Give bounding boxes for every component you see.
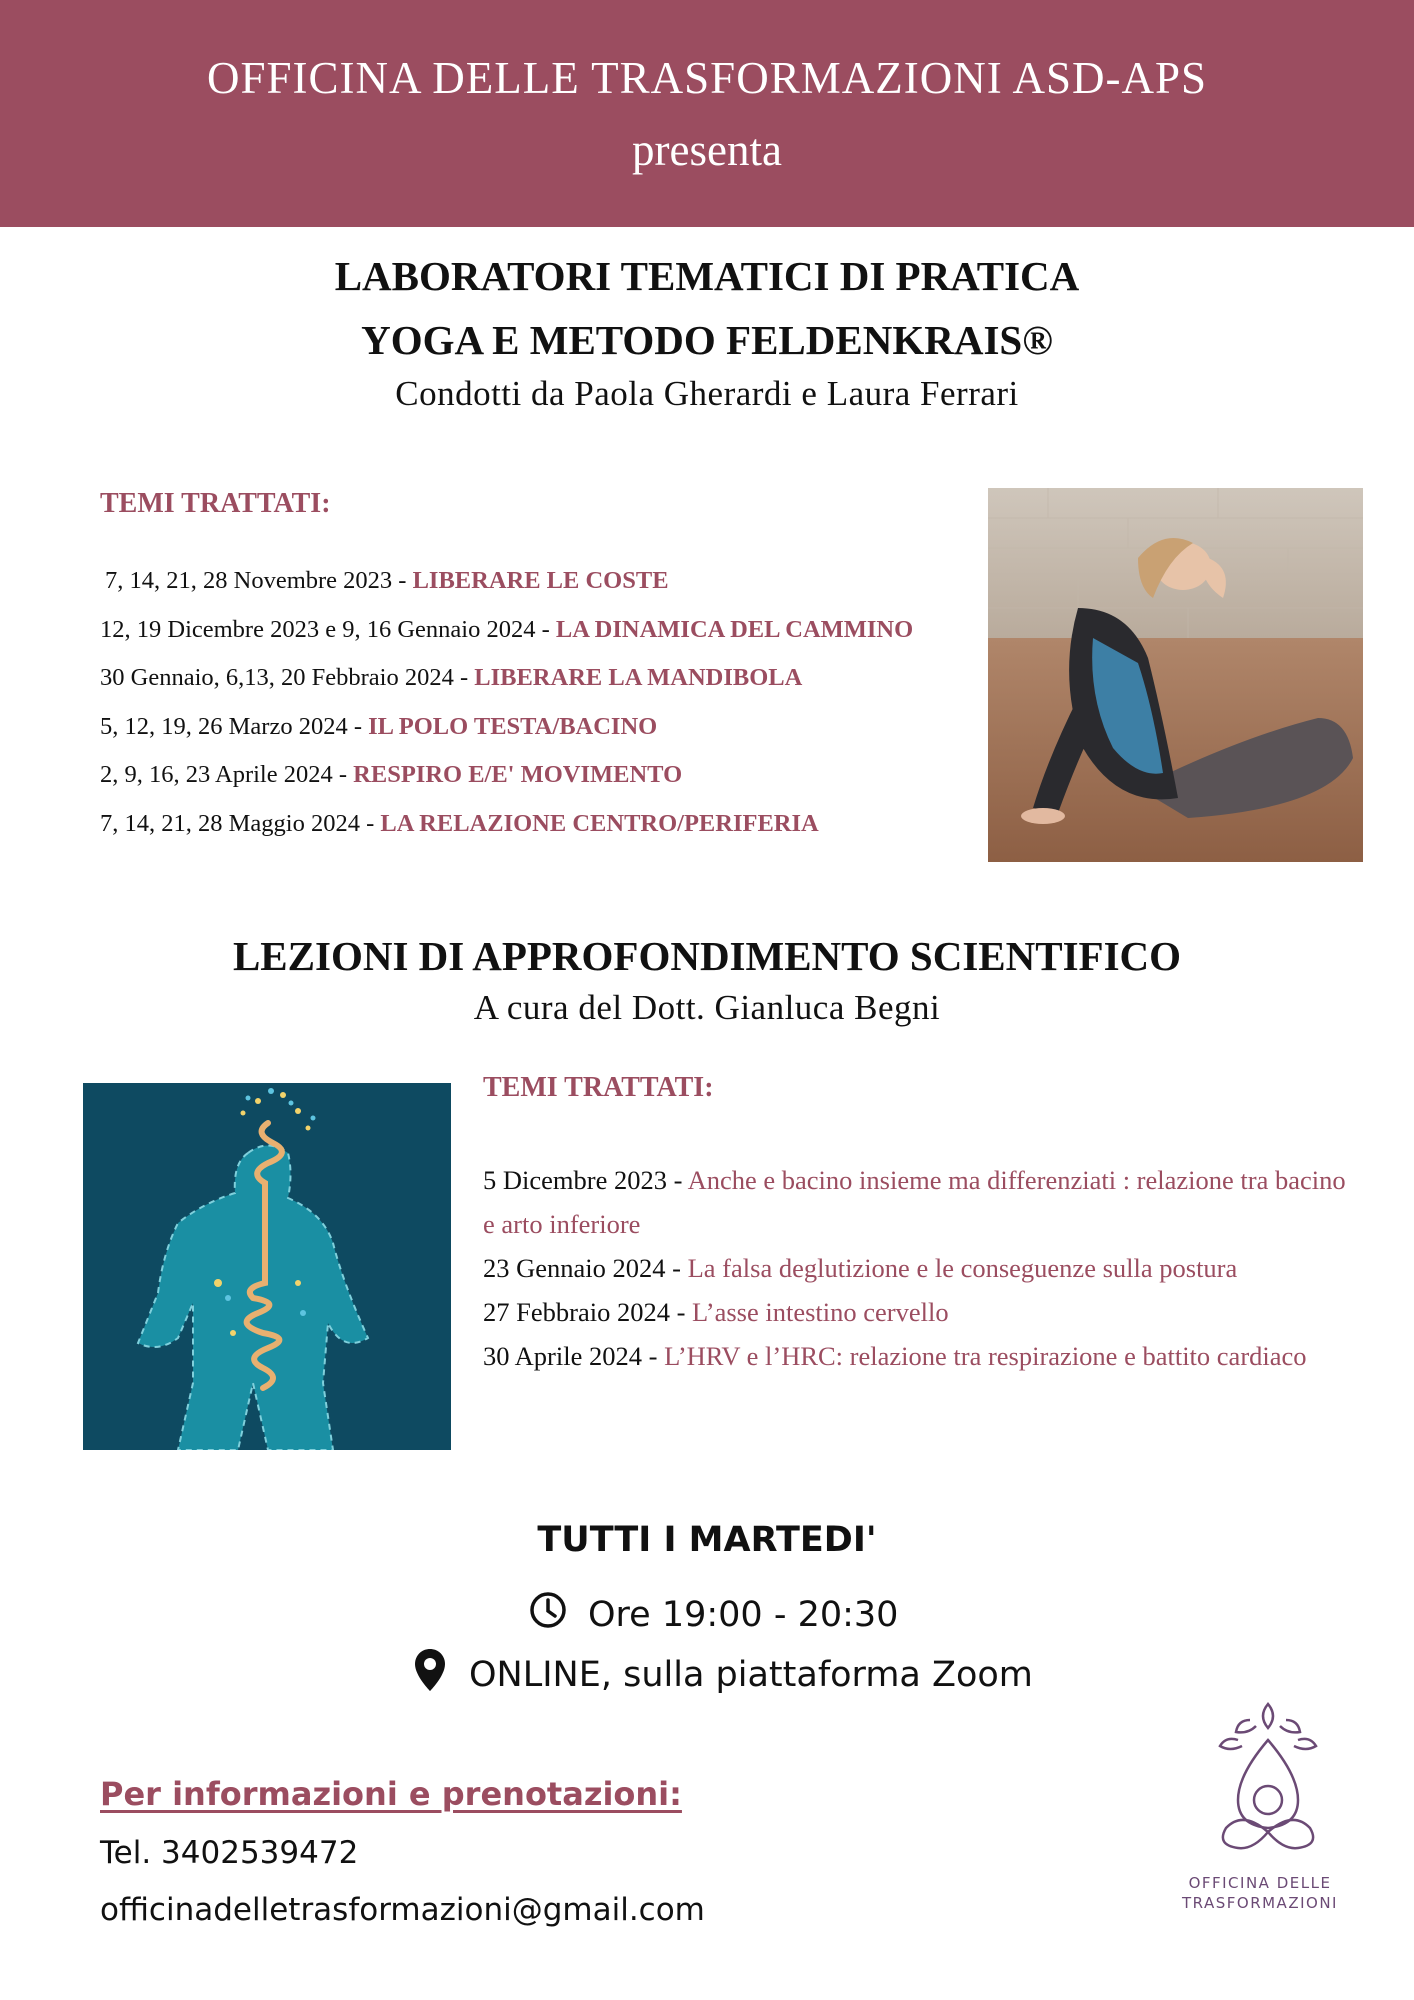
schedule-row (100, 616, 980, 665)
section2-title: LEZIONI DI APPROFONDIMENTO SCIENTIFICO (232, 933, 1182, 979)
lesson-date: 23 Gennaio 2024 - (483, 1253, 688, 1283)
schedule-topic: IL POLO TESTA/BACINO (368, 712, 658, 740)
section1-title-line1: LABORATORI TEMATICI DI PRATICA (334, 253, 1080, 299)
lesson-item (483, 1158, 1363, 1246)
every-tuesday-label: TUTTI I MARTEDI' (537, 1520, 877, 1560)
section1-subtitle: Condotti da Paola Gherardi e Laura Ferrari (395, 374, 1019, 413)
workshop-schedule (100, 567, 980, 858)
section2-topics-label: TEMI TRATTATI: (483, 1072, 714, 1103)
lesson-topic: L’HRV e l’HRC: relazione tra respirazione e battito cardiaco (664, 1341, 1307, 1371)
schedule-row (100, 713, 980, 762)
logo-wordmark (1160, 1873, 1360, 1913)
lesson-date: 30 Aprile 2024 - (483, 1341, 665, 1371)
schedule-row (100, 810, 980, 859)
gut-brain-illustration (83, 1083, 451, 1450)
logo-line2: TRASFORMAZIONI (1182, 1894, 1338, 1912)
time-text: Ore 19:00 - 20:30 (588, 1594, 899, 1635)
location-text: ONLINE, sulla piattaforma Zoom (469, 1654, 1033, 1695)
header-banner (0, 0, 1414, 227)
schedule-dates: 30 Gennaio, 6,13, 20 Febbraio 2024 - (100, 664, 475, 691)
info-heading: Per informazioni e prenotazioni: (100, 1775, 682, 1813)
section2-subtitle: A cura del Dott. Gianluca Begni (473, 988, 941, 1027)
presents-label: presenta (632, 125, 782, 175)
schedule-dates: 7, 14, 21, 28 Maggio 2024 - (100, 809, 381, 837)
lesson-date: 27 Febbraio 2024 - (483, 1297, 693, 1327)
schedule-topic: LA RELAZIONE CENTRO/PERIFERIA (380, 809, 819, 837)
lesson-topic: La falsa deglutizione e le conseguenze sulla postura (687, 1253, 1238, 1283)
section1-topics-label: TEMI TRATTATI: (100, 488, 331, 519)
yoga-pose-photo (988, 488, 1363, 862)
schedule-dates: 7, 14, 21, 28 Novembre 2023 - (105, 567, 413, 594)
lesson-topic: Anche e bacino insieme ma differenziati : relazione tra bacino e arto inferiore (483, 1165, 1346, 1239)
email-address[interactable]: officinadelletrasformazioni@gmail.com (100, 1892, 705, 1928)
lesson-item (483, 1290, 1363, 1334)
location-row (413, 1647, 1033, 1702)
phone-number[interactable]: Tel. 3402539472 (100, 1835, 359, 1871)
logo-line1: OFFICINA DELLE (1188, 1874, 1332, 1892)
schedule-row (100, 567, 980, 616)
lesson-date: 5 Dicembre 2023 - (483, 1165, 688, 1195)
schedule-row (100, 664, 980, 713)
schedule-dates: 5, 12, 19, 26 Marzo 2024 - (100, 712, 369, 740)
schedule-topic: LIBERARE LE COSTE (412, 567, 669, 594)
time-row (528, 1590, 898, 1639)
lesson-item (483, 1246, 1363, 1290)
lesson-item (483, 1334, 1363, 1378)
schedule-dates: 12, 19 Dicembre 2023 e 9, 16 Gennaio 2024 - (100, 615, 556, 643)
schedule-topic: LA DINAMICA DEL CAMMINO (555, 615, 914, 643)
schedule-topic: LIBERARE LA MANDIBOLA (474, 664, 803, 691)
clock-icon (528, 1590, 568, 1639)
lessons-list (483, 1158, 1363, 1378)
map-pin-icon (413, 1647, 447, 1702)
organization-name: OFFICINA DELLE TRASFORMAZIONI ASD-APS (206, 53, 1208, 103)
lesson-topic: L’asse intestino cervello (692, 1297, 949, 1327)
schedule-dates: 2, 9, 16, 23 Aprile 2024 - (100, 761, 354, 788)
schedule-topic: RESPIRO E/E' MOVIMENTO (353, 761, 683, 788)
schedule-row (100, 761, 980, 810)
section1-title-line2: YOGA E METODO FELDENKRAIS® (361, 317, 1053, 363)
